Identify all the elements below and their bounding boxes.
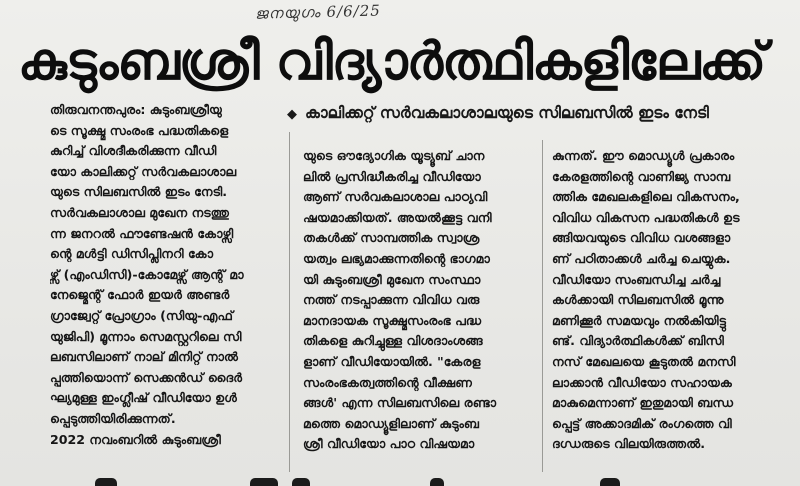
article-line: ത്തിക മേഖലകളിലെ വികസനം, [552, 189, 740, 205]
article-line: ഘ്യമുള്ള ഇംഗ്ലീഷ് വീഡിയോ ഉൾ [50, 390, 237, 406]
article-line: സർവകലാശാല മുഖേന നടത്തു [50, 204, 230, 220]
article-line: ശ്രീ വീഡിയോ പാഠ വിഷയമാ [303, 436, 475, 452]
article-line: യത്വം ലഭ്യമാക്കുന്നതിന്റെ ഭാഗമാ [303, 250, 490, 266]
article-line: ളാണ് വീഡിയോയിൽ. "കേരള [303, 353, 481, 369]
article-line: ന്റെ മൾട്ടി ഡിസിപ്ലിനറി കോ [50, 246, 214, 262]
article-line: മാകുമെന്നാണ് ഇതുമായി ബന്ധ [552, 395, 734, 411]
article-line: സംരംഭകത്വത്തിന്റെ വീക്ഷണ [303, 374, 472, 390]
article-line: ദഗ്ധരുടെ വിലയിരുത്തൽ. [552, 436, 706, 452]
article-line: ഗ്രാജ്വേറ്റ് പ്രോഗ്രാം (സിയു-എഫ് [50, 307, 233, 323]
article-line: മത്തെ മൊഡ്യൂളിലാണ് കുടുംബ [303, 415, 480, 431]
headline-fragment [95, 478, 117, 486]
article-line: 2022 നവംബറിൽ കുടുംബശ്രീ [50, 431, 221, 447]
article-line: ണ്ട്. വിദ്യാർത്ഥികൾക്ക് ബിസി [552, 333, 724, 349]
headline-fragment [600, 478, 620, 486]
article-column-1 [50, 100, 276, 450]
article-column-2 [303, 146, 533, 455]
subheadline [287, 100, 787, 126]
article-line: ങ്ങൾ' എന്ന സിലബസിലെ രണ്ടാ [303, 395, 497, 411]
article-line: തകൾക്ക് സാമ്പത്തിക സ്വാശ്ര [303, 230, 480, 246]
article-line: ഷയമാക്കിയത്. അയൽക്കൂട്ട വനി [303, 209, 492, 225]
article-line: നേജ്മെന്റ് ഫോർ ഇയർ അണ്ടർ [50, 287, 230, 303]
article-line: മാനദായക സൂക്ഷ്മസംരംഭ പദ്ധ [303, 312, 482, 328]
article-line: യി കുടുംബശ്രീ മുഖേന സംസ്ഥാ [303, 271, 481, 287]
headline-fragment [250, 478, 278, 486]
article-line: ലബസിലാണ് നാല് മിനിറ്റ് നാൽ [50, 349, 239, 365]
article-line: ലാക്കാൻ വീഡിയോ സഹായക [552, 374, 732, 390]
article-line: നസ് മേഖലയെ കൂടുതൽ മനസി [552, 353, 736, 369]
article-column-3 [552, 146, 784, 455]
article-line: കുന്നത്. ഈ മൊഡ്യൂൾ പ്രകാരം [552, 148, 735, 163]
article-line: യുടെ ഔദ്യോഗിക യൂട്യൂബ് ചാന [303, 148, 485, 163]
article-line: നത്ത് നടപ്പാക്കുന്ന വിവിധ വരു [303, 292, 480, 308]
headline-fragment [292, 478, 310, 486]
article-line: കുറിച്ച് വിശദീകരിക്കുന്ന വീഡി [50, 143, 217, 159]
subheadline-text: കാലിക്കറ്റ് സർവകലാശാലയുടെ സിലബസിൽ ഇടം നേടി [305, 104, 709, 122]
article-line: ലിൽ പ്രസിദ്ധീകരിച്ച വീഡിയോ [303, 168, 481, 184]
article-line: പ്പത്തിയൊന്ന് സെക്കൻഡ് ദൈർ [50, 369, 243, 385]
column-divider [289, 132, 290, 472]
article-line: ഴ്സ് (എംഡിസി)-കോമേഴ്സ് ആന്റ് മാ [50, 266, 244, 282]
article-line: വീഡിയോ സംബന്ധിച്ച ചർച്ച [552, 271, 721, 287]
article-line: തിരുവനന്തപുരം: കുടുംബശ്രീയു [50, 102, 222, 117]
article-line: ടെ സൂക്ഷ്മ സംരംഭ പദ്ധതികളെ [50, 122, 229, 138]
article-line: കൾക്കായി സിലബസിൽ മൂന്നു [552, 292, 724, 308]
headline-fragment [430, 478, 444, 486]
article-line: ണ് പഠിതാക്കൾ ചർച്ച ചെയ്യുക. [552, 250, 731, 266]
article-line: യുജിപി) മൂന്നാം സെമസ്റ്ററിലെ സി [50, 328, 242, 344]
article-line: വിവിധ വികസന പദ്ധതികൾ ഉട [552, 209, 740, 225]
cut-off-next-headline [0, 472, 800, 486]
diamond-bullet-icon: ◆ [287, 107, 297, 122]
article-line: ങ്ങിയവയുടെ വിവിധ വശങ്ങളാ [552, 230, 731, 246]
article-line: കേരളത്തിന്റെ വാണിജ്യ സാമ്പ [552, 168, 731, 184]
headline: കുടുംബശ്രീ വിദ്യാർത്ഥികളിലേക്ക് [18, 32, 766, 92]
handwritten-date-note: ജനയുഗം 6/6/25 [254, 1, 382, 23]
article-line: പ്പെട്ട് അക്കാദമിക് രംഗത്തെ വി [552, 415, 732, 431]
article-line: യോ കാലിക്കറ്റ് സർവകലാശാല [50, 163, 237, 179]
article-line: യുടെ സിലബസിൽ ഇടം നേടി. [50, 184, 228, 200]
column-divider [542, 140, 543, 472]
article-line: ന്ന ജനറൽ ഫൗണ്ടേഷൻ കോഴ്സി [50, 225, 234, 241]
article-line: പ്പെടുത്തിയിരിക്കുന്നത്. [50, 410, 176, 426]
article-line: ആണ് സർവകലാശാല പാഠ്യവി [303, 189, 488, 205]
article-line: മണിക്കൂർ സമയവും നൽകിയിട്ടു [552, 312, 727, 328]
article-line: തികളെ കുറിച്ചുള്ള വിശദാംശങ്ങ [303, 333, 483, 349]
